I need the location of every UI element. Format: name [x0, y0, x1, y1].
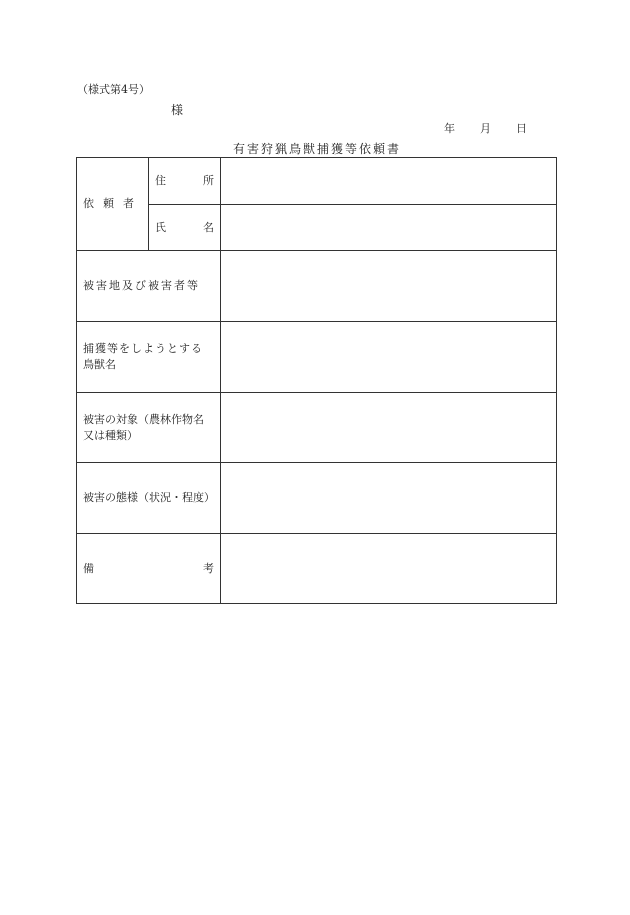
- date-line: [440, 122, 540, 136]
- date-month-label: 月: [480, 122, 491, 135]
- remarks-label-right: 考: [203, 561, 214, 575]
- target-species-label-line2: 鳥獣名: [83, 358, 116, 371]
- name-label-cell: [149, 205, 221, 251]
- damage-condition-label-cell: [77, 463, 221, 534]
- address-label-cell: [149, 158, 221, 205]
- remarks-row: [77, 534, 557, 604]
- remarks-value-field[interactable]: [221, 534, 557, 604]
- address-value-field[interactable]: [221, 158, 557, 205]
- requester-label: 依頼者: [77, 158, 149, 251]
- form-number: （様式第4号）: [77, 83, 150, 96]
- damage-target-label-cell: [77, 393, 221, 463]
- address-label-right: 所: [203, 174, 214, 187]
- damage-target-label-line2: 又は種類）: [83, 428, 138, 442]
- target-species-label-line1: 捕獲等をしようとする: [83, 342, 203, 355]
- address-label-left: 住: [155, 174, 166, 187]
- target-species-value-field[interactable]: [221, 322, 557, 393]
- name-value-field[interactable]: [221, 205, 557, 251]
- requester-name-row: [77, 205, 557, 251]
- date-day-label: 日: [516, 122, 527, 135]
- damage-condition-label: 被害の態様（状況・程度）: [83, 491, 215, 504]
- addressee-suffix: 様: [171, 103, 184, 117]
- damage-target-label-line1: 被害の対象（農林作物名: [83, 412, 204, 426]
- remarks-label-left: 備: [83, 561, 94, 575]
- damage-condition-row: [77, 463, 557, 534]
- date-year-label: 年: [444, 122, 455, 135]
- damage-condition-value-field[interactable]: [221, 463, 557, 534]
- damage-location-value-field[interactable]: [221, 251, 557, 322]
- damage-target-row: [77, 393, 557, 463]
- name-label-right: 名: [203, 220, 214, 234]
- damage-location-label-cell: [77, 251, 221, 322]
- request-form-table: [76, 157, 557, 604]
- damage-location-label: 被害地及び被害者等: [83, 279, 200, 292]
- damage-location-row: [77, 251, 557, 322]
- target-species-row: [77, 322, 557, 393]
- document-title: 有害狩猟鳥獣捕獲等依頼書: [232, 142, 401, 156]
- remarks-label-cell: [77, 534, 221, 604]
- target-species-label-cell: [77, 322, 221, 393]
- name-label-left: 氏: [155, 220, 166, 234]
- requester-address-row: [77, 158, 557, 205]
- damage-target-value-field[interactable]: [221, 393, 557, 463]
